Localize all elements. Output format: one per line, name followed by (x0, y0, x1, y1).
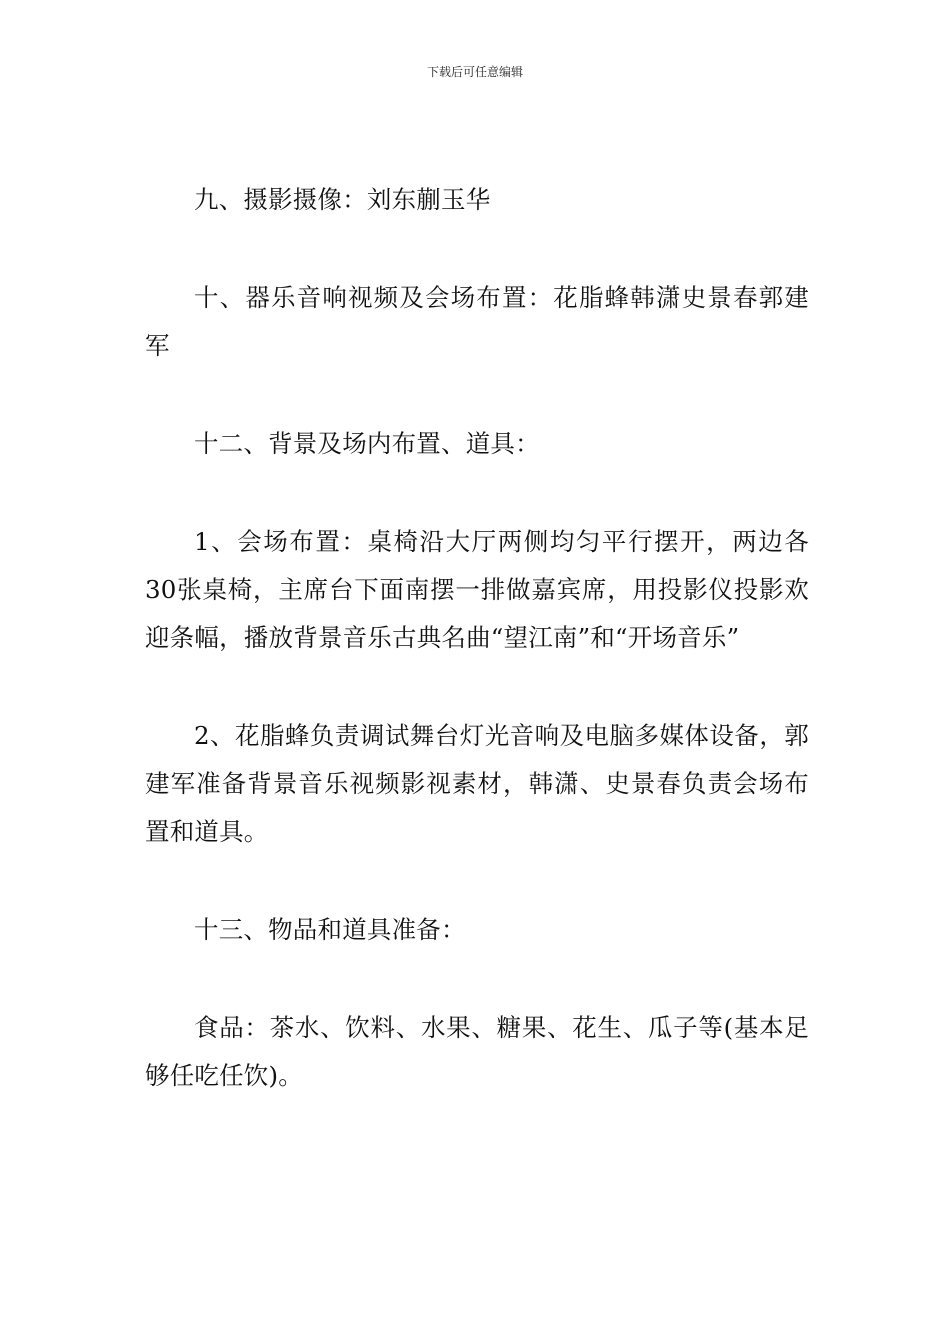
paragraph-venue-layout: 1、会场布置：桌椅沿大厅两侧均匀平行摆开，两边各30张桌椅，主席台下面南摆一排做嘉宾席，用投影仪投影欢迎条幅，播放背景音乐古典名曲“望江南”和“开场音乐” (145, 527, 809, 652)
paragraph-background-props-heading: 十二、背景及场内布置、道具： (194, 429, 540, 458)
paragraph-audio-video-venue: 十、器乐音响视频及会场布置：花脂蜂韩潇史景春郭建军 (145, 283, 809, 360)
paragraph-food: 食品：茶水、饮料、水果、糖果、花生、瓜子等(基本足够任吃任饮)。 (145, 1013, 809, 1090)
page-header: 下载后可任意编辑 (426, 65, 523, 79)
paragraph-equipment-duties: 2、花脂蜂负责调试舞台灯光音响及电脑多媒体设备，郭建军准备背景音乐视频影视素材，韩潇、史景春负责会场布置和道具。 (145, 721, 809, 846)
paragraph-photography: 九、摄影摄像：刘东蒯玉华 (194, 185, 491, 214)
paragraph-supplies-heading: 十三、物品和道具准备： (194, 915, 466, 944)
document-body (145, 176, 809, 1150)
